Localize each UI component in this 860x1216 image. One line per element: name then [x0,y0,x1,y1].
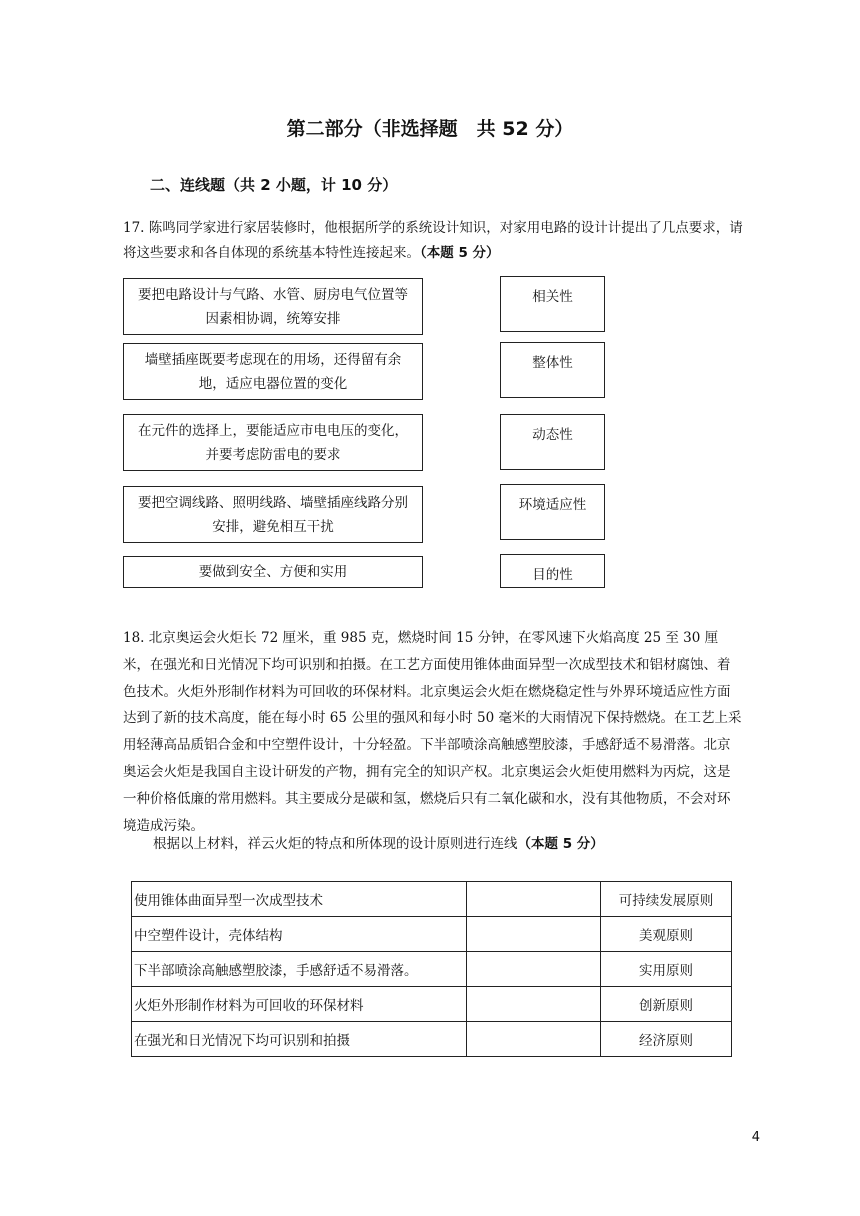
q17-left-item-1[interactable]: 要把电路设计与气路、水管、厨房电气位置等因素相协调，统筹安排 [123,278,423,335]
q18-principle-5[interactable]: 经济原则 [601,1022,732,1057]
connection-area[interactable] [467,1022,601,1057]
q17-left-item-5[interactable]: 要做到安全、方便和实用 [123,556,423,588]
connection-area[interactable] [467,987,601,1022]
connection-area[interactable] [467,952,601,987]
q18-principle-3[interactable]: 实用原则 [601,952,732,987]
table-row [132,917,732,952]
table-row [132,882,732,917]
q18-feature-4[interactable]: 火炬外形制作材料为可回收的环保材料 [132,987,467,1022]
connection-area[interactable] [467,917,601,952]
q17-left-item-3[interactable]: 在元件的选择上，要能适应市电电压的变化，并要考虑防雷电的要求 [123,414,423,471]
q17-right-item-4[interactable]: 环境适应性 [500,484,605,540]
question-18-instruction [153,832,753,852]
question-18-matching-table [131,881,732,1057]
q17-right-item-5[interactable]: 目的性 [500,554,605,588]
q18-feature-2[interactable]: 中空塑件设计，壳体结构 [132,917,467,952]
q17-right-item-3[interactable]: 动态性 [500,414,605,470]
question-17-body: 17. 陈鸣同学家进行家居装修时，他根据所学的系统设计知识，对家用电路的设计计提出了几点要求，请将这些要求和各自体现的系统基本特性连接起来。 [123,220,743,261]
connection-area[interactable] [467,882,601,917]
q18-feature-1[interactable]: 使用锥体曲面异型一次成型技术 [132,882,467,917]
q18-principle-4[interactable]: 创新原则 [601,987,732,1022]
table-row [132,987,732,1022]
q17-left-item-2[interactable]: 墙壁插座既要考虑现在的用场，还得留有余地，适应电器位置的变化 [123,343,423,400]
q18-principle-1[interactable]: 可持续发展原则 [601,882,732,917]
section-title: 第二部分（非选择题 共 52 分） [286,118,574,140]
q17-right-item-2[interactable]: 整体性 [500,342,605,398]
question-18-text: 18. 北京奥运会火炬长 72 厘米，重 985 克，燃烧时间 15 分钟，在零风速下火焰高度 25 至 30 厘米，在强光和日光情况下均可识别和拍摄。在工艺方面使用锥体曲面异型一次成型技术和铝材腐蚀、着色技术。火炬外形制作材料为可回收的环保材料。北京奥运会火炬在燃烧稳定性与外界环境适应性方面达到了新的技术高度，能在每小时 65 公里的强风和每小时 50 毫米的大雨情况下保持燃烧。在工艺上采用轻薄高品质铝合金和中空塑件设计，十分轻盈。下半部喷涂高触感塑胶漆，手感舒适不易滑落。北京奥运会火炬是我国自主设计研发的产物，拥有完全的知识产权。北京奥运会火炬使用燃料为丙烷，这是一种价格低廉的常用燃料。其主要成分是碳和氢，燃烧后只有二氧化碳和水，没有其他物质，不会对环境造成污染。 [123,630,742,834]
q17-right-item-1[interactable]: 相关性 [500,276,605,332]
question-18-score-note: （本题 5 分） [517,836,604,852]
table-row [132,952,732,987]
sub-title: 二、连线题（共 2 小题，计 10 分） [150,176,398,194]
q17-left-item-4[interactable]: 要把空调线路、照明线路、墙壁插座线路分别安排，避免相互干扰 [123,486,423,543]
page-number: 4 [751,1130,760,1145]
q18-feature-5[interactable]: 在强光和日光情况下均可识别和拍摄 [132,1022,467,1057]
question-17-score-note: （本题 5 分） [420,245,500,261]
table-row [132,1022,732,1057]
q18-principle-2[interactable]: 美观原则 [601,917,732,952]
question-18-instruction-text: 根据以上材料，祥云火炬的特点和所体现的设计原则进行连线 [153,836,518,852]
question-17-text [123,216,743,266]
q18-feature-3[interactable]: 下半部喷涂高触感塑胶漆，手感舒适不易滑落。 [132,952,467,987]
